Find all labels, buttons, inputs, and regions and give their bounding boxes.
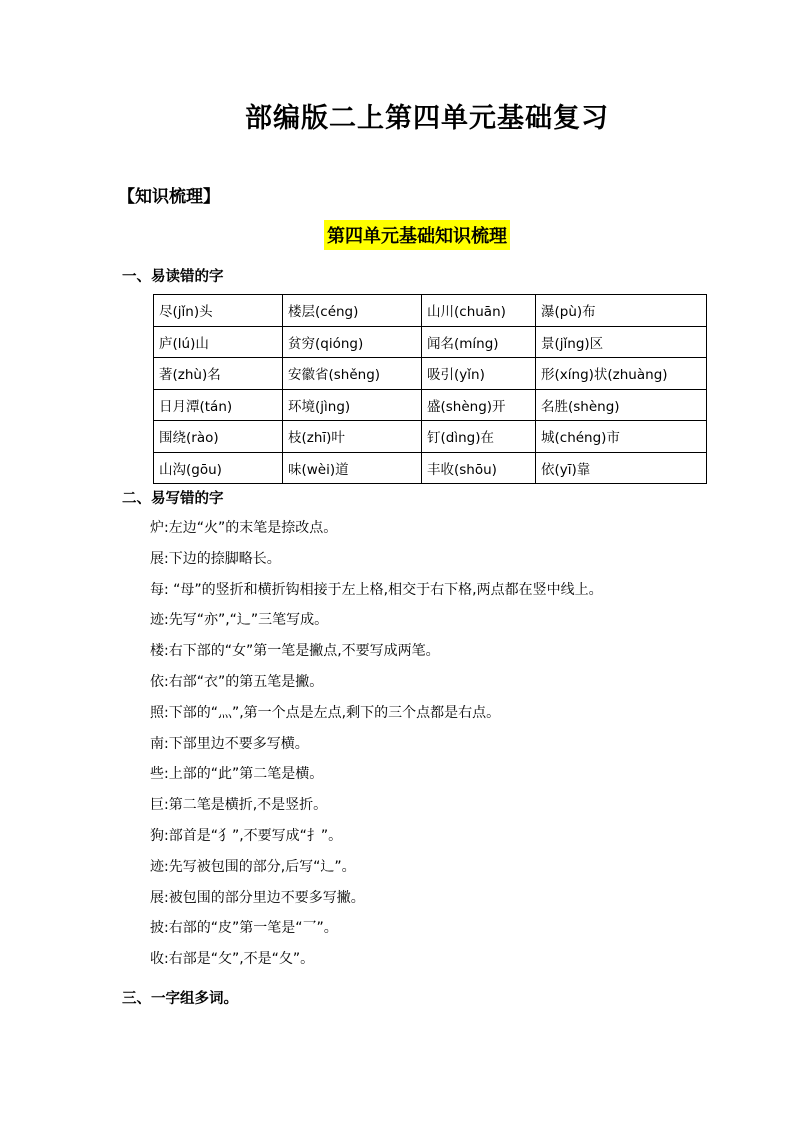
table-cell: 山沟(gōu)	[154, 452, 283, 484]
list-item: 南:下部里边不要多写横。	[150, 735, 309, 752]
list-item: 狗:部首是“犭”,不要写成“扌”。	[150, 827, 343, 844]
table-cell: 闻名(míng)	[422, 326, 536, 358]
table-row	[154, 421, 707, 453]
table-cell: 山川(chuān)	[422, 295, 536, 327]
table-row	[154, 295, 707, 327]
list-item: 迹:先写“亦”,“辶”三笔写成。	[150, 612, 329, 629]
list-item: 收:右部是“攵”,不是“夂”。	[150, 951, 315, 968]
table-cell: 景(jǐng)区	[536, 326, 707, 358]
list-item: 披:右部的“皮”第一笔是“乛”。	[150, 920, 338, 937]
table-cell: 楼层(céng)	[283, 295, 422, 327]
list-item: 楼:右下部的“女”第一笔是撇点,不要写成两笔。	[150, 643, 440, 660]
pinyin-table	[153, 294, 707, 484]
table-cell: 形(xíng)状(zhuàng)	[536, 358, 707, 390]
table-cell: 著(zhù)名	[154, 358, 283, 390]
table-cell: 日月潭(tán)	[154, 389, 283, 421]
heading-misread-chars: 一、易读错的字	[122, 268, 224, 285]
list-item: 照:下部的“灬”,第一个点是左点,剩下的三个点都是右点。	[150, 704, 501, 721]
list-item: 展:被包围的部分里边不要多写撇。	[150, 889, 365, 906]
section-label: 【知识梳理】	[118, 187, 220, 207]
table-cell: 贫穷(qióng)	[283, 326, 422, 358]
list-item: 每: “母”的竖折和横折钩相接于左上格,相交于右下格,两点都在竖中线上。	[150, 581, 603, 598]
table-row	[154, 389, 707, 421]
subtitle-highlight: 第四单元基础知识梳理	[324, 220, 510, 250]
table-cell: 盛(shèng)开	[422, 389, 536, 421]
table-cell: 尽(jǐn)头	[154, 295, 283, 327]
table-cell: 城(chéng)市	[536, 421, 707, 453]
table-cell: 庐(lú)山	[154, 326, 283, 358]
heading-miswritten-chars: 二、易写错的字	[122, 490, 224, 507]
table-cell: 丰收(shōu)	[422, 452, 536, 484]
table-cell: 安徽省(shěng)	[283, 358, 422, 390]
table-row	[154, 326, 707, 358]
table-cell: 瀑(pù)布	[536, 295, 707, 327]
list-item: 炉:左边“火”的末笔是捺改点。	[150, 520, 338, 536]
table-cell: 依(yī)靠	[536, 452, 707, 484]
table-cell: 围绕(rào)	[154, 421, 283, 453]
writing-notes-list	[150, 518, 770, 980]
table-cell: 名胜(shèng)	[536, 389, 707, 421]
list-item: 展:下边的捺脚略长。	[150, 550, 281, 567]
list-item: 巨:第二笔是横折,不是竖折。	[150, 797, 328, 814]
list-item: 迹:先写被包围的部分,后写“辶”。	[150, 858, 356, 875]
list-item: 依:右部“衣”的第五笔是撇。	[150, 673, 324, 690]
table-row	[154, 358, 707, 390]
table-cell: 环境(jìng)	[283, 389, 422, 421]
table-cell: 钉(dìng)在	[422, 421, 536, 453]
heading-word-groups: 三、一字组多词。	[122, 990, 238, 1007]
table-cell: 味(wèi)道	[283, 452, 422, 484]
table-cell: 枝(zhī)叶	[283, 421, 422, 453]
list-item: 些:上部的“此”第二笔是横。	[150, 766, 324, 783]
table-cell: 吸引(yǐn)	[422, 358, 536, 390]
table-row	[154, 452, 707, 484]
page-title: 部编版二上第四单元基础复习	[245, 103, 609, 134]
subtitle-wrap	[0, 220, 794, 250]
